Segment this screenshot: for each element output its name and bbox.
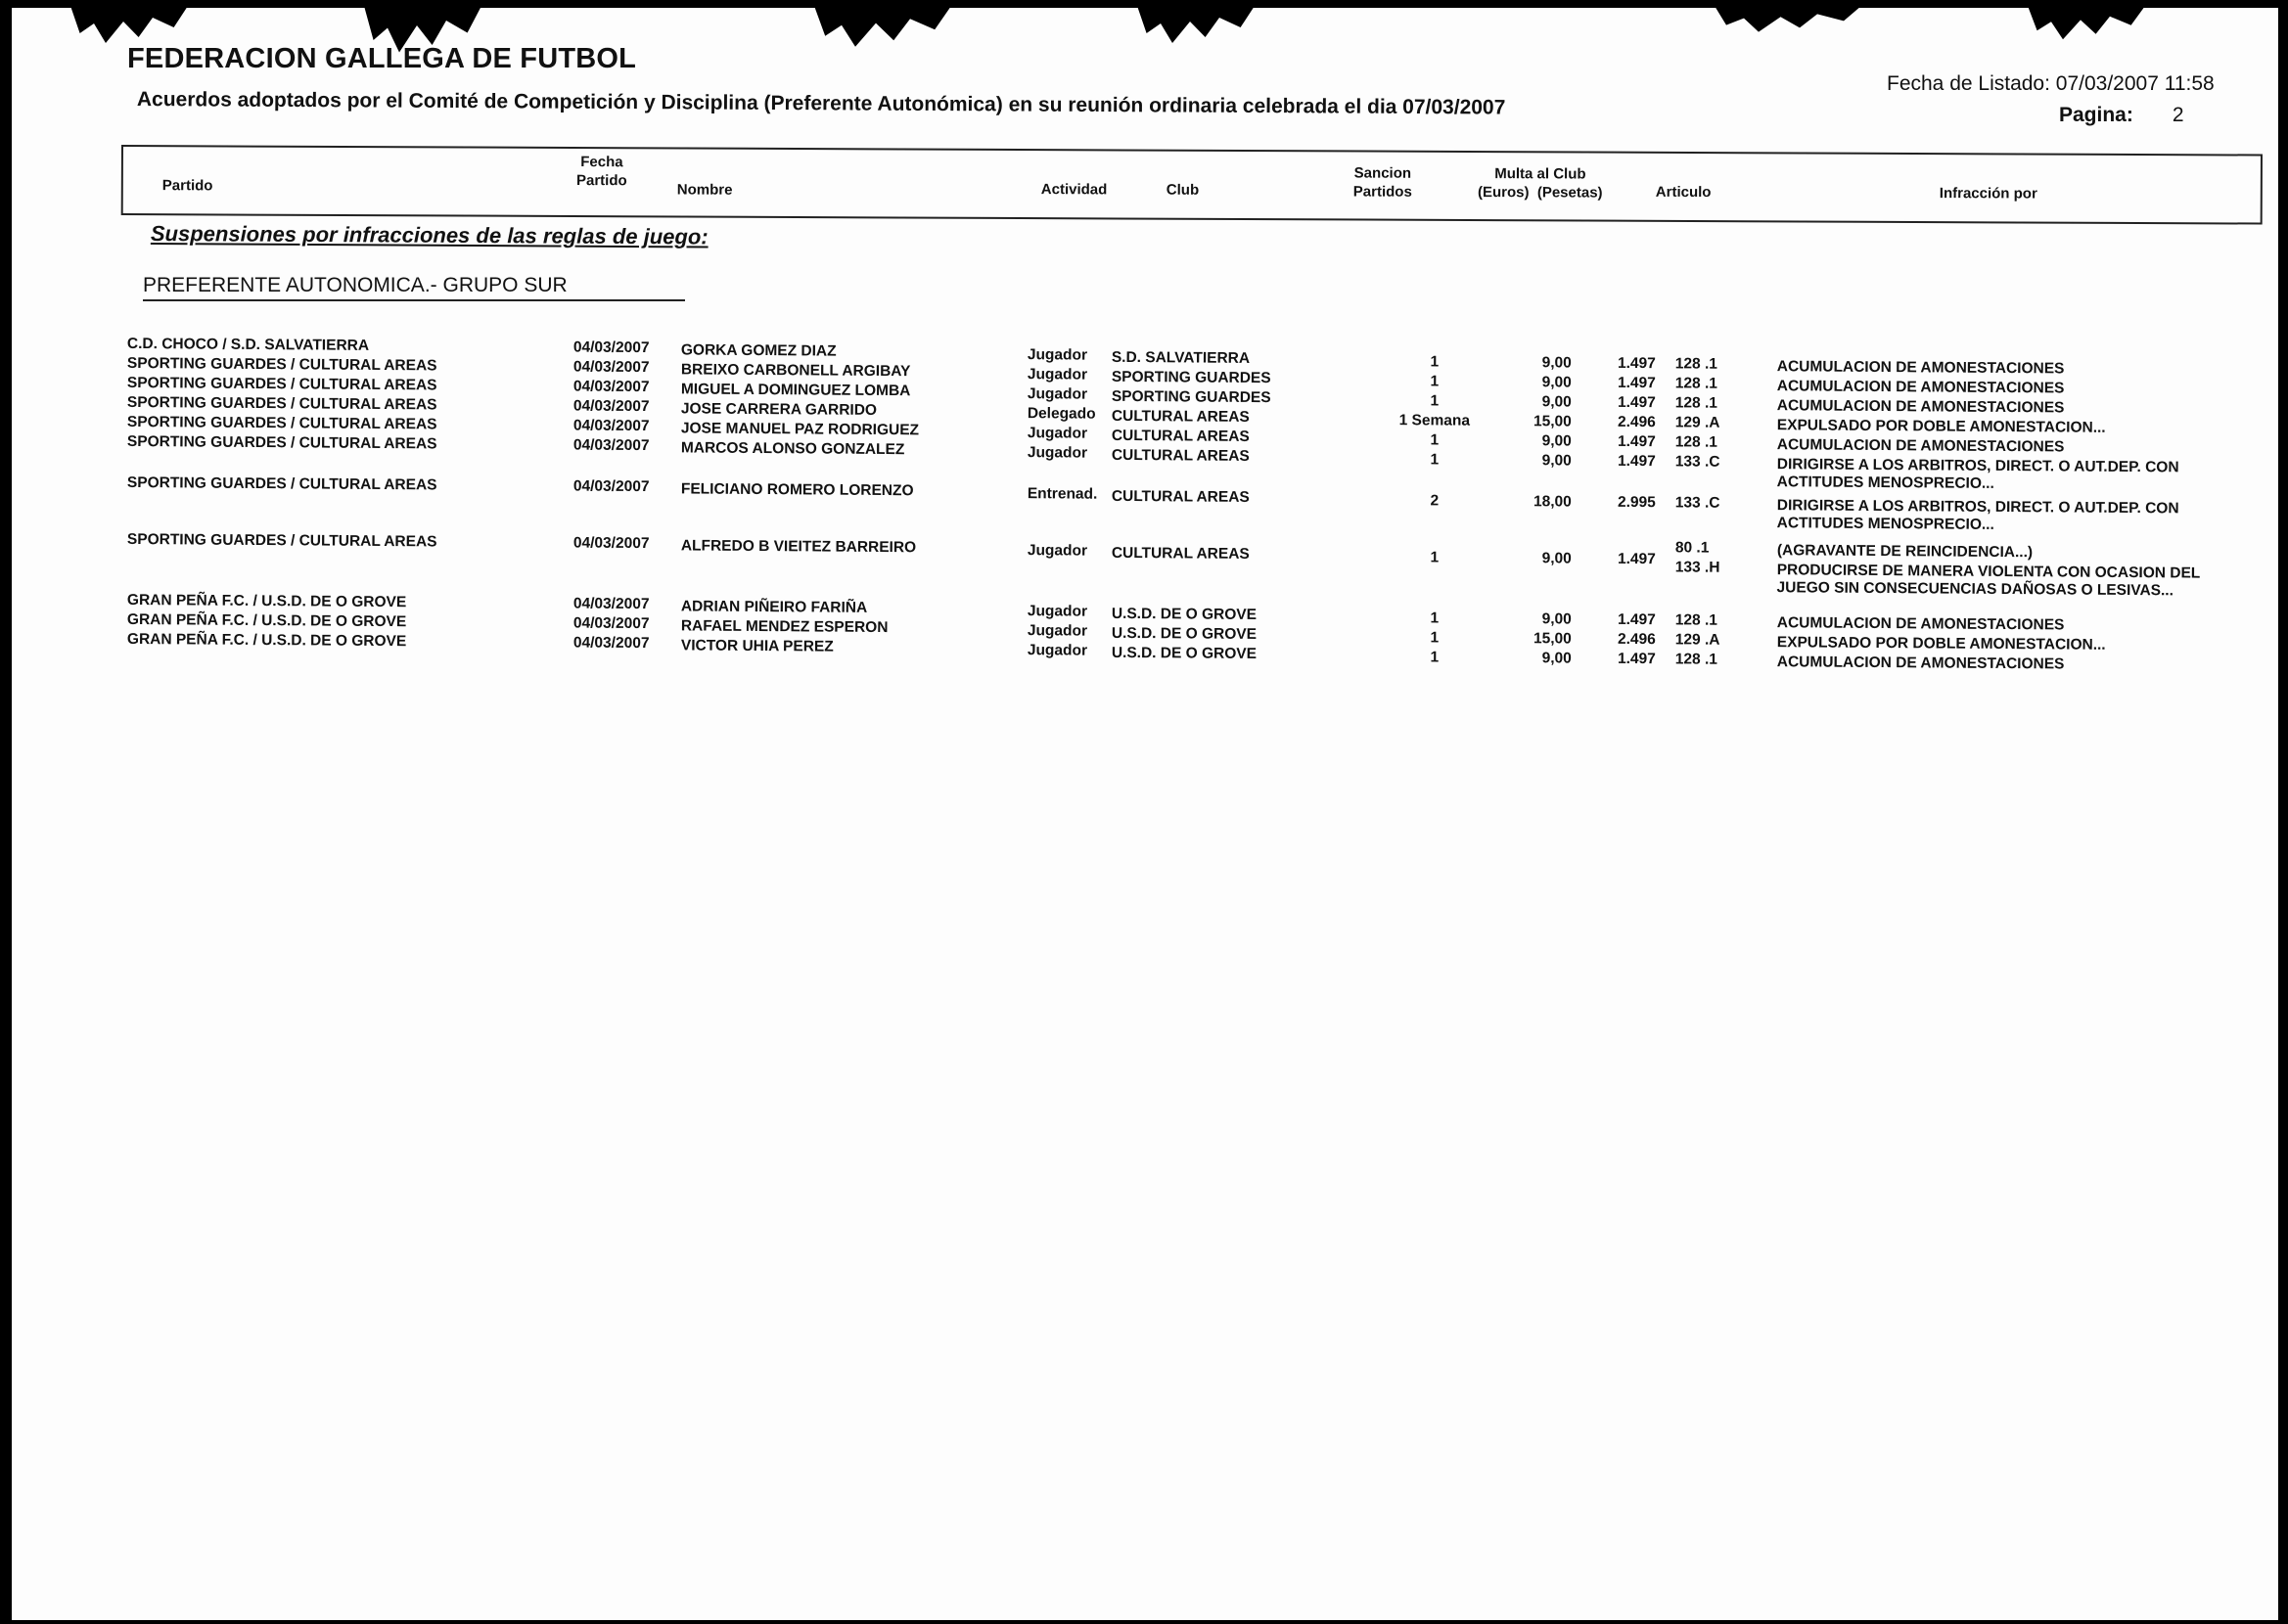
- table-row: [12, 530, 2278, 600]
- articulo-cell: 129 .A: [1674, 631, 1720, 649]
- sancion-cell: 1: [1430, 431, 1440, 449]
- club-cell: U.S.D. DE O GROVE: [1111, 624, 1258, 643]
- infraccion-cell: DIRIGIRSE A LOS ARBITROS, DIRECT. O AUT.DEP. CON: [1776, 456, 2179, 476]
- col-club: Club: [1166, 181, 1200, 199]
- col-articulo: Articulo: [1655, 183, 1712, 202]
- partido-cell: SPORTING GUARDES / CULTURAL AREAS: [126, 374, 437, 394]
- euros-cell: 9,00: [1541, 354, 1572, 372]
- actividad-cell: Jugador: [1027, 425, 1088, 442]
- partido-cell: GRAN PEÑA F.C. / U.S.D. DE O GROVE: [126, 591, 407, 611]
- club-cell: U.S.D. DE O GROVE: [1111, 644, 1258, 662]
- articulo-cell: 128 .1: [1674, 375, 1717, 392]
- sancion-cell: 1: [1430, 609, 1440, 627]
- club-cell: CULTURAL AREAS: [1111, 446, 1250, 465]
- nombre-cell: RAFAEL MENDEZ ESPERON: [680, 617, 889, 637]
- federation-title: FEDERACION GALLEGA DE FUTBOL: [127, 43, 637, 74]
- euros-cell: 9,00: [1541, 452, 1572, 470]
- infraccion-cell: EXPULSADO POR DOBLE AMONESTACION...: [1776, 634, 2106, 654]
- euros-cell: 15,00: [1533, 630, 1572, 648]
- infraccion-cell: ACUMULACION DE AMONESTACIONES: [1776, 614, 2065, 634]
- col-nombre: Nombre: [676, 181, 733, 199]
- infraccion-cell-continued: ACTITUDES MENOSPRECIO...: [1776, 474, 1994, 492]
- sancion-cell: 1: [1430, 353, 1440, 371]
- articulo-cell: 128 .1: [1674, 651, 1717, 668]
- sancion-cell: 1 Semana: [1398, 412, 1471, 429]
- articulo-cell: 129 .A: [1674, 414, 1720, 431]
- pesetas-cell: 1.497: [1617, 452, 1656, 471]
- actividad-cell: Jugador: [1027, 385, 1088, 403]
- section-title: Suspensiones por infracciones de las reglas de juego:: [150, 221, 709, 249]
- col-pesetas: (Pesetas): [1536, 184, 1603, 202]
- fecha-cell: 04/03/2007: [572, 358, 650, 377]
- actividad-cell: Jugador: [1027, 542, 1088, 560]
- pesetas-cell: 2.496: [1617, 413, 1656, 431]
- nombre-cell: JOSE CARRERA GARRIDO: [680, 400, 878, 419]
- nombre-cell: MARCOS ALONSO GONZALEZ: [680, 439, 905, 459]
- articulo-cell: 133 .C: [1674, 453, 1720, 471]
- articulo-cell: 128 .1: [1674, 433, 1717, 451]
- pesetas-cell: 2.496: [1617, 630, 1656, 649]
- actividad-cell: Delegado: [1027, 405, 1096, 423]
- infraccion-cell: PRODUCIRSE DE MANERA VIOLENTA CON OCASION DEL: [1776, 562, 2201, 582]
- partido-cell: SPORTING GUARDES / CULTURAL AREAS: [126, 530, 437, 551]
- actividad-cell: Jugador: [1027, 346, 1088, 364]
- articulo-cell: 128 .1: [1674, 394, 1717, 412]
- euros-cell: 9,00: [1541, 610, 1572, 628]
- col-actividad: Actividad: [1040, 181, 1108, 199]
- infraccion-cell: EXPULSADO POR DOBLE AMONESTACION...: [1776, 417, 2106, 436]
- club-cell: CULTURAL AREAS: [1111, 427, 1250, 445]
- pesetas-cell: 1.497: [1617, 610, 1656, 629]
- nombre-cell: BREIXO CARBONELL ARGIBAY: [680, 361, 911, 381]
- articulo-cell: 133 .C: [1674, 494, 1720, 512]
- fecha-cell: 04/03/2007: [572, 595, 650, 613]
- actividad-cell: Jugador: [1027, 444, 1088, 462]
- sancion-cell: 1: [1430, 629, 1440, 647]
- pesetas-cell: 1.497: [1617, 374, 1656, 392]
- nombre-cell: MIGUEL A DOMINGUEZ LOMBA: [680, 381, 911, 400]
- euros-cell: 9,00: [1541, 432, 1572, 450]
- listing-date: Fecha de Listado: 07/03/2007 11:58: [1887, 72, 2215, 95]
- partido-cell: SPORTING GUARDES / CULTURAL AREAS: [126, 354, 437, 375]
- pesetas-cell: 1.497: [1617, 650, 1656, 668]
- articulo-cell: 128 .1: [1674, 611, 1717, 629]
- infraccion-cell: ACUMULACION DE AMONESTACIONES: [1776, 397, 2065, 417]
- infraccion-cell-aggravating: (AGRAVANTE DE REINCIDENCIA...): [1776, 542, 2034, 562]
- euros-cell: 9,00: [1541, 650, 1572, 667]
- infraccion-cell: ACUMULACION DE AMONESTACIONES: [1776, 378, 2065, 397]
- club-cell: SPORTING GUARDES: [1111, 368, 1271, 387]
- actividad-cell: Jugador: [1027, 642, 1088, 659]
- nombre-cell: ADRIAN PIÑEIRO FARIÑA: [680, 598, 868, 616]
- fecha-cell: 04/03/2007: [572, 338, 650, 357]
- infraccion-cell: DIRIGIRSE A LOS ARBITROS, DIRECT. O AUT.DEP. CON: [1776, 497, 2179, 518]
- infraccion-cell: ACUMULACION DE AMONESTACIONES: [1776, 358, 2065, 378]
- fecha-cell: 04/03/2007: [572, 534, 650, 553]
- club-cell: SPORTING GUARDES: [1111, 387, 1271, 407]
- sancion-cell: 1: [1430, 451, 1440, 469]
- page-label: Pagina:: [2059, 104, 2133, 126]
- pesetas-cell: 1.497: [1617, 354, 1656, 373]
- col-fecha-line2: Partido: [575, 172, 627, 190]
- articulo-cell-aggravating: 80 .1: [1674, 539, 1710, 557]
- articulo-cell: 128 .1: [1674, 355, 1717, 373]
- infraccion-cell-continued: ACTITUDES MENOSPRECIO...: [1776, 515, 1994, 533]
- sancion-cell: 1: [1430, 392, 1440, 410]
- sancion-cell: 2: [1430, 492, 1440, 510]
- sancion-cell: 1: [1430, 373, 1440, 390]
- pesetas-cell: 1.497: [1617, 393, 1656, 412]
- col-euros: (Euros): [1477, 184, 1530, 202]
- partido-cell: SPORTING GUARDES / CULTURAL AREAS: [126, 432, 437, 453]
- nombre-cell: ALFREDO B VIEITEZ BARREIRO: [680, 537, 917, 557]
- club-cell: CULTURAL AREAS: [1111, 407, 1250, 426]
- sancion-cell: 1: [1430, 549, 1440, 566]
- col-multa-title: Multa al Club: [1494, 165, 1586, 183]
- sanctions-table: [12, 8, 2278, 1620]
- fecha-cell: 04/03/2007: [572, 436, 650, 455]
- nombre-cell: VICTOR UHIA PEREZ: [680, 637, 834, 655]
- club-cell: CULTURAL AREAS: [1111, 487, 1250, 506]
- actividad-cell: Jugador: [1027, 622, 1088, 640]
- partido-cell: GRAN PEÑA F.C. / U.S.D. DE O GROVE: [126, 610, 407, 631]
- partido-cell: SPORTING GUARDES / CULTURAL AREAS: [126, 413, 437, 433]
- articulo-cell: 133 .H: [1674, 559, 1720, 576]
- actividad-cell: Jugador: [1027, 603, 1088, 620]
- euros-cell: 9,00: [1541, 393, 1572, 411]
- euros-cell: 9,00: [1541, 550, 1572, 567]
- col-sancion-line1: Sancion: [1353, 164, 1412, 182]
- scanned-page: [12, 8, 2278, 1620]
- euros-cell: 18,00: [1533, 493, 1572, 511]
- infraccion-cell: ACUMULACION DE AMONESTACIONES: [1776, 436, 2065, 456]
- euros-cell: 15,00: [1533, 413, 1572, 430]
- club-cell: U.S.D. DE O GROVE: [1111, 605, 1258, 623]
- club-cell: S.D. SALVATIERRA: [1111, 348, 1251, 367]
- page-number: 2: [2172, 104, 2184, 126]
- fecha-cell: 04/03/2007: [572, 477, 650, 496]
- col-partido: Partido: [161, 177, 213, 195]
- col-infraccion: Infracción por: [1939, 185, 2037, 203]
- col-sancion-line2: Partidos: [1352, 183, 1412, 201]
- fecha-cell: 04/03/2007: [572, 634, 650, 653]
- partido-cell: C.D. CHOCO / S.D. SALVATIERRA: [126, 335, 370, 354]
- fecha-cell: 04/03/2007: [572, 397, 650, 416]
- club-cell: CULTURAL AREAS: [1111, 544, 1250, 563]
- group-title: PREFERENTE AUTONOMICA.- GRUPO SUR: [143, 274, 685, 301]
- nombre-cell: GORKA GOMEZ DIAZ: [680, 341, 837, 360]
- pesetas-cell: 2.995: [1617, 493, 1656, 512]
- actividad-cell: Entrenad.: [1027, 485, 1098, 503]
- col-fecha-line1: Fecha: [580, 154, 623, 171]
- document-subtitle: Acuerdos adoptados por el Comité de Competición y Disciplina (Preferente Autonómica) en su reunión ordinaria celebrada el dia 07/03/2007: [136, 88, 1506, 119]
- partido-cell: GRAN PEÑA F.C. / U.S.D. DE O GROVE: [126, 630, 407, 651]
- pesetas-cell: 1.497: [1617, 432, 1656, 451]
- sancion-cell: 1: [1430, 649, 1440, 666]
- fecha-cell: 04/03/2007: [572, 378, 650, 396]
- partido-cell: SPORTING GUARDES / CULTURAL AREAS: [126, 393, 437, 414]
- actividad-cell: Jugador: [1027, 366, 1088, 383]
- infraccion-cell-continued: JUEGO SIN CONSECUENCIAS DAÑOSAS O LESIVAS...: [1776, 579, 2174, 600]
- euros-cell: 9,00: [1541, 374, 1572, 391]
- fecha-cell: 04/03/2007: [572, 614, 650, 633]
- nombre-cell: JOSE MANUEL PAZ RODRIGUEZ: [680, 420, 920, 439]
- fecha-cell: 04/03/2007: [572, 417, 650, 435]
- infraccion-cell: ACUMULACION DE AMONESTACIONES: [1776, 654, 2065, 673]
- nombre-cell: FELICIANO ROMERO LORENZO: [680, 480, 914, 500]
- partido-cell: SPORTING GUARDES / CULTURAL AREAS: [126, 474, 437, 494]
- pesetas-cell: 1.497: [1617, 550, 1656, 568]
